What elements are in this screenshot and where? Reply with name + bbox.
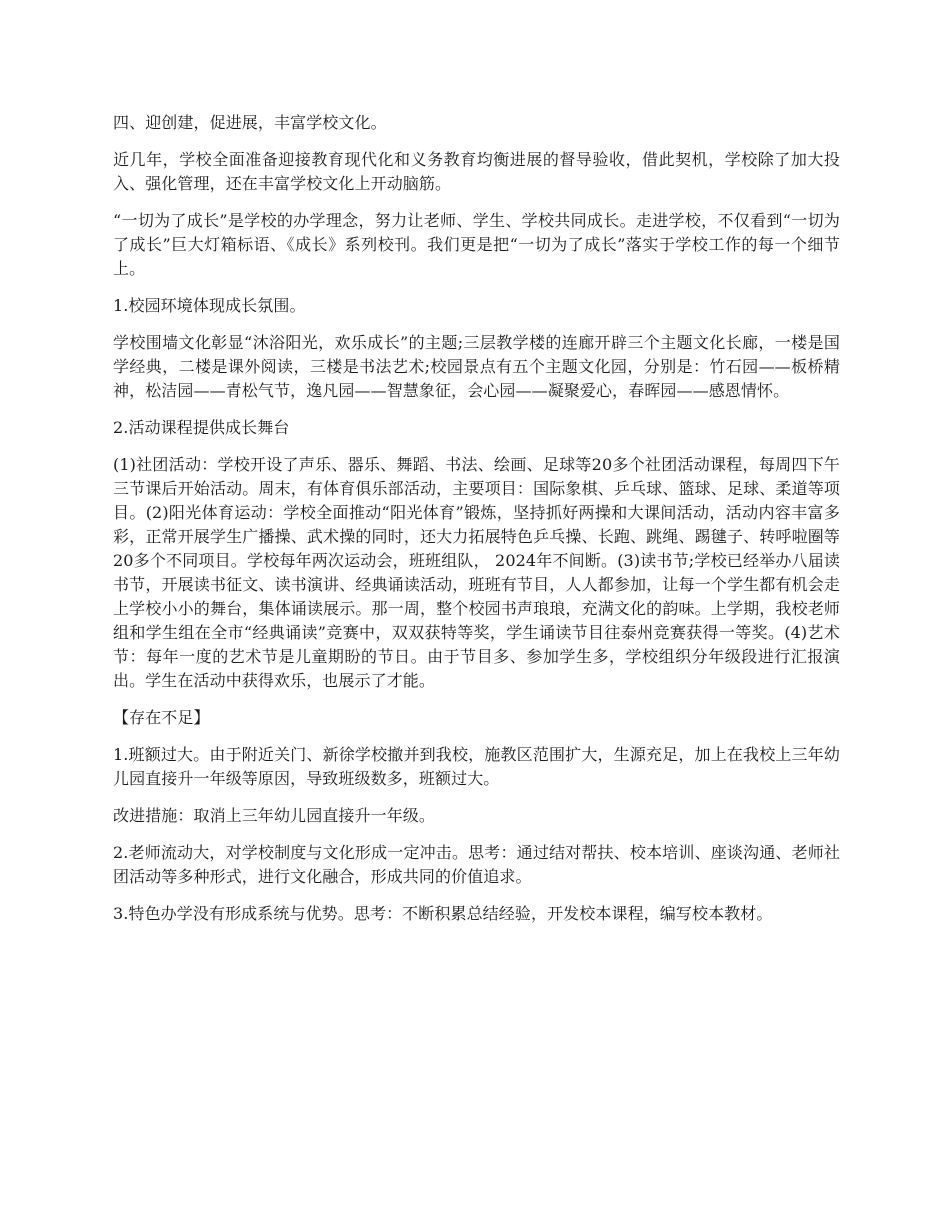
paragraph: “一切为了成长”是学校的办学理念，努力让老师、学生、学校共同成长。走进学校，不仅看到“一切为了成长”巨大灯箱标语、《成长》系列校刊。我们更是把“一切为了成长”落实于学校工作的每一个细节上。 <box>113 211 840 278</box>
document-body <box>113 111 840 939</box>
paragraph: 3.特色办学没有形成系统与优势。思考：不断积累总结经验，开发校本课程，编写校本教材。 <box>113 904 773 923</box>
paragraph: (1)社团活动：学校开设了声乐、器乐、舞蹈、书法、绘画、足球等20多个社团活动课程，每周四下午三节课后开始活动。周末，有体育俱乐部活动，主要项目：国际象棋、乒乓球、篮球、足球、柔道等项目。(2)阳光体育运动：学校全面推动“阳光体育”锻炼，坚持抓好两操和大课间活动，活动内容丰富多彩，正常开展学生广播操、武术操的同时，还大力拓展特色乒乓操、长跑、跳绳、踢毽子、转呼啦圈等20多个不同项目。学校每年两次运动会，班班组队， 2024年不间断。(3)读书节;学校已经举办八届读书节，开展读书征文、读书演讲、经典诵读活动，班班有节目，人人都参加，让每一个学生都有机会走上学校小小的舞台，集体诵读展示。那一周，整个校园书声琅琅，充满文化的韵味。上学期，我校老师组和学生组在全市“经典诵读”竞赛中，双双获特等奖，学生诵读节目往泰州竞赛获得一等奖。(4)艺术节：每年一度的艺术节是儿童期盼的节日。由于节目多、参加学生多，学校组织分年级段进行汇报演出。学生在活动中获得欢乐，也展示了才能。 <box>113 455 840 690</box>
paragraph: 学校围墙文化彰显“沐浴阳光，欢乐成长”的主题;三层教学楼的连廊开辟三个主题文化长廊，一楼是国学经典，二楼是课外阅读，三楼是书法艺术;校园景点有五个主题文化园，分别是：竹石园——板桥精神，松洁园——青松气节，逸凡园——智慧象征，会心园——凝聚爱心，春晖园——感恩情怀。 <box>113 333 840 400</box>
section-heading: 【存在不足】 <box>113 708 210 727</box>
subheading: 2.活动课程提供成长舞台 <box>113 418 290 437</box>
subheading: 1.校园环境体现成长氛围。 <box>113 296 306 315</box>
paragraph: 2.老师流动大，对学校制度与文化形成一定冲击。思考：通过结对帮扶、校本培训、座谈沟通、老师社团活动等多种形式，进行文化融合，形成共同的价值追求。 <box>113 843 840 886</box>
paragraph: 近几年，学校全面准备迎接教育现代化和义务教育均衡进展的督导验收，借此契机，学校除了加大投入、强化管理，还在丰富学校文化上开动脑筋。 <box>113 150 840 193</box>
paragraph: 改进措施：取消上三年幼儿园直接升一年级。 <box>113 806 436 825</box>
section-heading: 四、迎创建，促进展，丰富学校文化。 <box>113 113 387 132</box>
paragraph: 1.班额过大。由于附近关门、新徐学校撤并到我校，施教区范围扩大，生源充足，加上在我校上三年幼儿园直接升一年级等原因，导致班级数多，班额过大。 <box>113 745 840 788</box>
